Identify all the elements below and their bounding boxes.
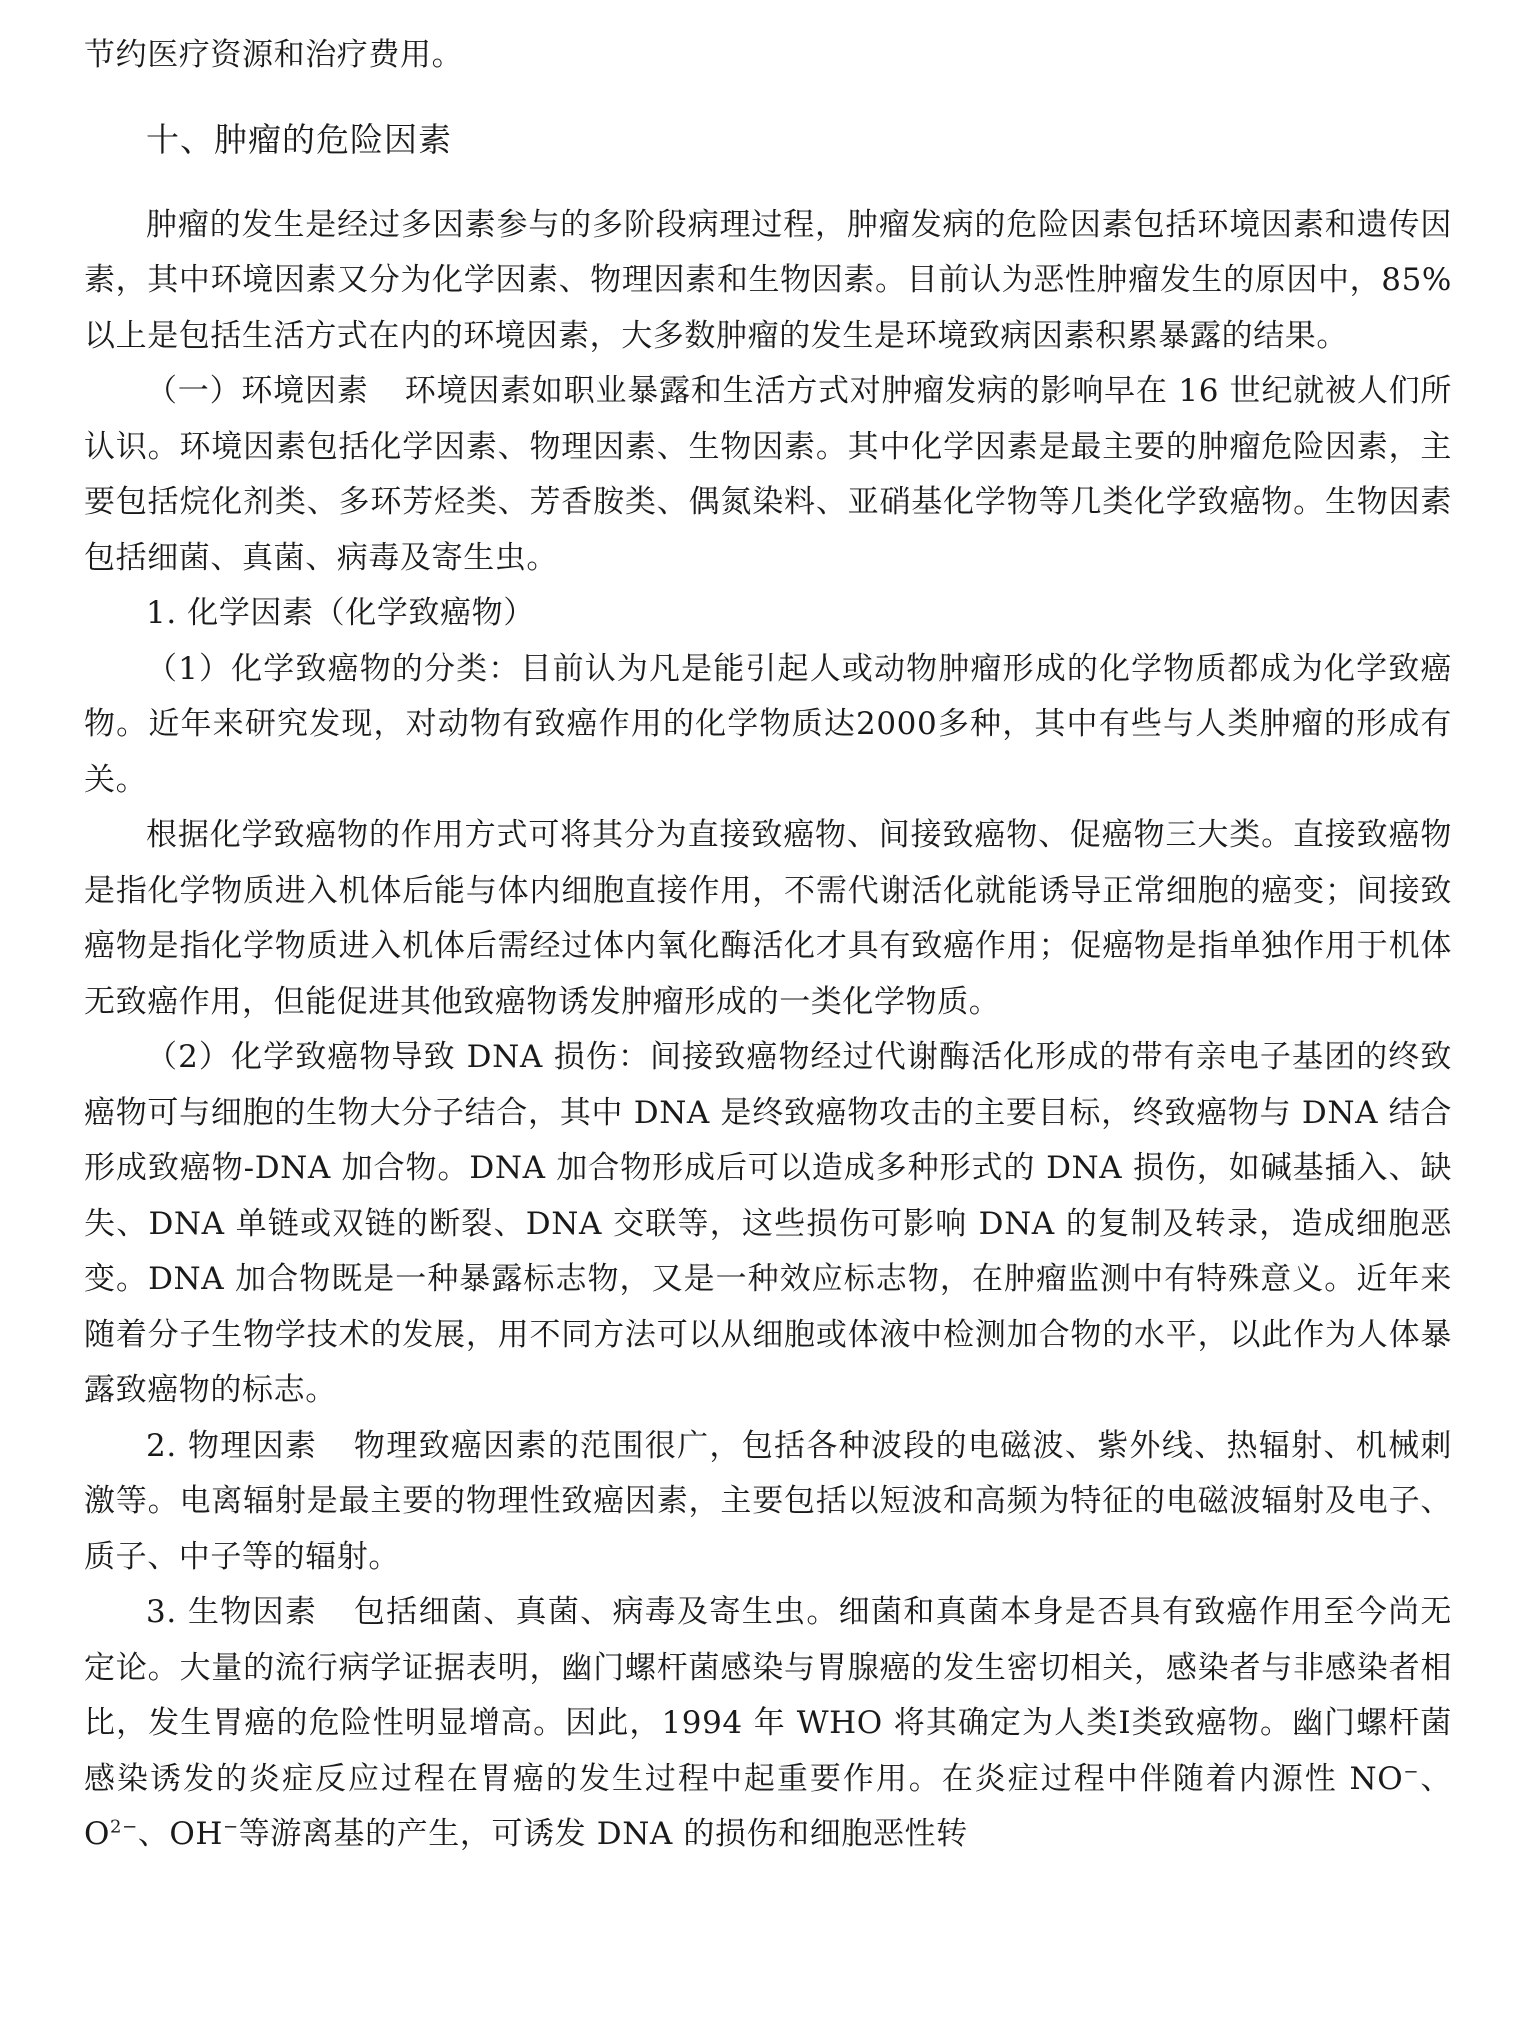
biological-tail: 等游离基的产生，可诱发 DNA 的损伤和细胞恶性转 bbox=[238, 1816, 968, 1852]
environment-paragraph bbox=[84, 364, 1452, 586]
environment-heading: （一）环境因素 bbox=[146, 373, 369, 409]
superscript-minus: − bbox=[223, 1816, 239, 1838]
intro-paragraph: 肿瘤的发生是经过多因素参与的多阶段病理过程，肿瘤发病的危险因素包括环境因素和遗传因素，其中环境因素又分为化学因素、物理因素和生物因素。目前认为恶性肿瘤发生的原因中，85%以上是包括生活方式在内的环境因素，大多数肿瘤的发生是环境致病因素积累暴露的结果。 bbox=[84, 206, 1452, 354]
chemical-heading: 1. 化学因素（化学致癌物） bbox=[146, 595, 535, 631]
physical-body: 物理致癌因素的范围很广，包括各种波段的电磁波、紫外线、热辐射、机械刺激等。电离辐射是最主要的物理性致癌因素，主要包括以短波和高频为特征的电磁波辐射及电子、质子、中子等的辐射。 bbox=[84, 1427, 1452, 1575]
physical-paragraph bbox=[84, 1419, 1452, 1586]
chemical-types-paragraph: 根据化学致癌物的作用方式可将其分为直接致癌物、间接致癌物、促癌物三大类。直接致癌物是指化学物质进入机体后能与体内细胞直接作用，不需代谢活化就能诱导正常细胞的癌变；间接致癌物是指化学物质进入机体后需经过体内氧化酶活化才具有致癌作用；促癌物是指单独作用于机体无致癌作用，但能促进其他致癌物诱发肿瘤形成的一类化学物质。 bbox=[84, 817, 1452, 1020]
physical-heading: 2. 物理因素 bbox=[146, 1427, 318, 1464]
environment-body: 环境因素如职业暴露和生活方式对肿瘤发病的影响早在 16 世纪就被人们所认识。环境因素包括化学因素、物理因素、生物因素。其中化学因素是最主要的肿瘤危险因素，主要包括烷化剂类、多环芳烃类、芳香胺类、偶氮染料、亚硝基化学物等几类化学致癌物。生物因素包括细菌、真菌、病毒及寄生虫。 bbox=[84, 373, 1453, 576]
chemical-classification-paragraph: （1）化学致癌物的分类：目前认为凡是能引起人或动物肿瘤形成的化学物质都成为化学致癌物。近年来研究发现，对动物有致癌作用的化学物质达2000多种，其中有些与人类肿瘤的形成有关。 bbox=[84, 650, 1452, 798]
separator-oh: 、OH bbox=[137, 1816, 223, 1852]
separator-o: 、O bbox=[84, 1760, 1452, 1852]
chemical-dna-paragraph: （2）化学致癌物导致 DNA 损伤：间接致癌物经过代谢酶活化形成的带有亲电子基团的终致癌物可与细胞的生物大分子结合，其中 DNA 是终致癌物攻击的主要目标，终致癌物与 DNA 结合形成致癌物-DNA 加合物。DNA 加合物形成后可以造成多种形式的 DNA 损伤，如碱基插入、缺失、DNA 单链或双链的断裂、DNA 交联等，这些损伤可影响 DNA 的复制及转录，造成细胞恶变。DNA 加合物既是一种暴露标志物，又是一种效应标志物，在肿瘤监测中有特殊意义。近年来随着分子生物学技术的发展，用不同方法可以从细胞或体液中检测加合物的水平，以此作为人体暴露致癌物的标志。 bbox=[84, 1039, 1452, 1408]
section-title: 十、肿瘤的危险因素 bbox=[146, 119, 452, 159]
biological-body: 包括细菌、真菌、病毒及寄生虫。细菌和真菌本身是否具有致癌作用至今尚无定论。大量的流行病学证据表明，幽门螺杆菌感染与胃腺癌的发生密切相关，感染者与非感染者相比，发生胃癌的危险性明显增高。因此，1994 年 WHO 将其确定为人类Ⅰ类致癌物。幽门螺杆菌感染诱发的炎症反应过程在胃癌的发生过程中起重要作用。在炎症过程中伴随着内源性 NO bbox=[84, 1594, 1452, 1797]
superscript-minus: − bbox=[1403, 1761, 1419, 1783]
biological-paragraph bbox=[84, 1585, 1452, 1863]
carryover-paragraph: 节约医疗资源和治疗费用。 bbox=[84, 37, 464, 73]
superscript-2minus: 2− bbox=[110, 1816, 138, 1838]
biological-heading: 3. 生物因素 bbox=[146, 1594, 318, 1630]
